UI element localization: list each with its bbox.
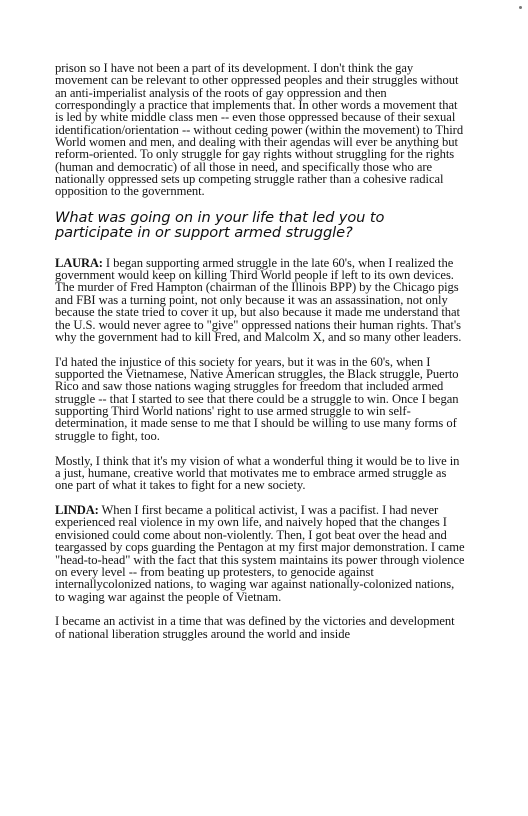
speaker-label-linda: LINDA: (55, 503, 99, 518)
question-heading: What was going on in your life that led you to participate in or support armed struggle? (55, 208, 385, 242)
speaker-label-laura: LAURA: (55, 255, 103, 270)
linda-answer-text-1: When I first became a political activist, I was a pacifist. I had never experienced real violence in my own life, and naively hoped that the changes I envisioned could come about non-violently. Then, I got beat over the head and teargassed by cops guarding the Pentagon at my first major demonstration. I came "head-to-head" with the fact that this system maintains its power through violence on every level -- from beating up protesters, to genocide against internallycolonized nations, to waging war against nationally-colonized nations, to waging war against the people of Vietnam. (55, 503, 465, 604)
linda-answer-paragraph-1 (55, 504, 465, 603)
laura-answer-paragraph-3: Mostly, I think that it's my vision of what a wonderful thing it would be to live in a just, humane, creative world that motivates me to embrace armed struggle as one part of what it takes to fight for a new society. (55, 453, 460, 493)
intro-paragraph: prison so I have not been a part of its development. I don't think the gay movement can be relevant to other oppressed peoples and their struggles without an anti-imperialist analysis of the roots of gay oppression and then correspondingly a practice that implements that. In other words a movement that is led by white middle class men -- even those oppressed because of their sexual identification/orientation -- without ceding power (within the movement) to Third World women and men, and dealing with their agendas will ever be anything but reform-oriented. To only struggle for gay rights without struggling for the rights (human and democratic) of all those in need, and specifically those who are nationally oppressed sets up competing struggle rather than a cohesive radical opposition to the government. (55, 61, 464, 199)
laura-answer-text-1: I began supporting armed struggle in the late 60's, when I realized the government would keep on killing Third World people if left to its own devices. The murder of Fred Hampton (chairman of the Illinois BPP) by the Chicago pigs and FBI was a turning point, not only because it was an assassination, not only because the state tried to cover it up, but also because it made me understand that the U.S. would never agree to "give" oppressed nations their human rights. That's why the government had to kill Fred, and Malcolm X, and so many other leaders. (55, 255, 462, 344)
scan-speck (519, 6, 522, 9)
laura-answer-paragraph-1 (55, 257, 465, 343)
linda-answer-paragraph-2: I became an activist in a time that was defined by the victories and development of national liberation struggles around the world and inside (55, 614, 455, 641)
document-page (55, 62, 465, 640)
laura-answer-paragraph-2: I'd hated the injustice of this society for years, but it was in the 60's, when I supported the Vietnamese, Native American struggles, the Black struggle, Puerto Rico and saw those nations waging struggles for freedom that included armed struggle -- that I started to see that there could be a struggle to win. Once I began supporting Third World nations' right to use armed struggle to win self-determination, it made sense to me that I should be willing to use many forms of struggle to fight, too. (55, 354, 459, 443)
